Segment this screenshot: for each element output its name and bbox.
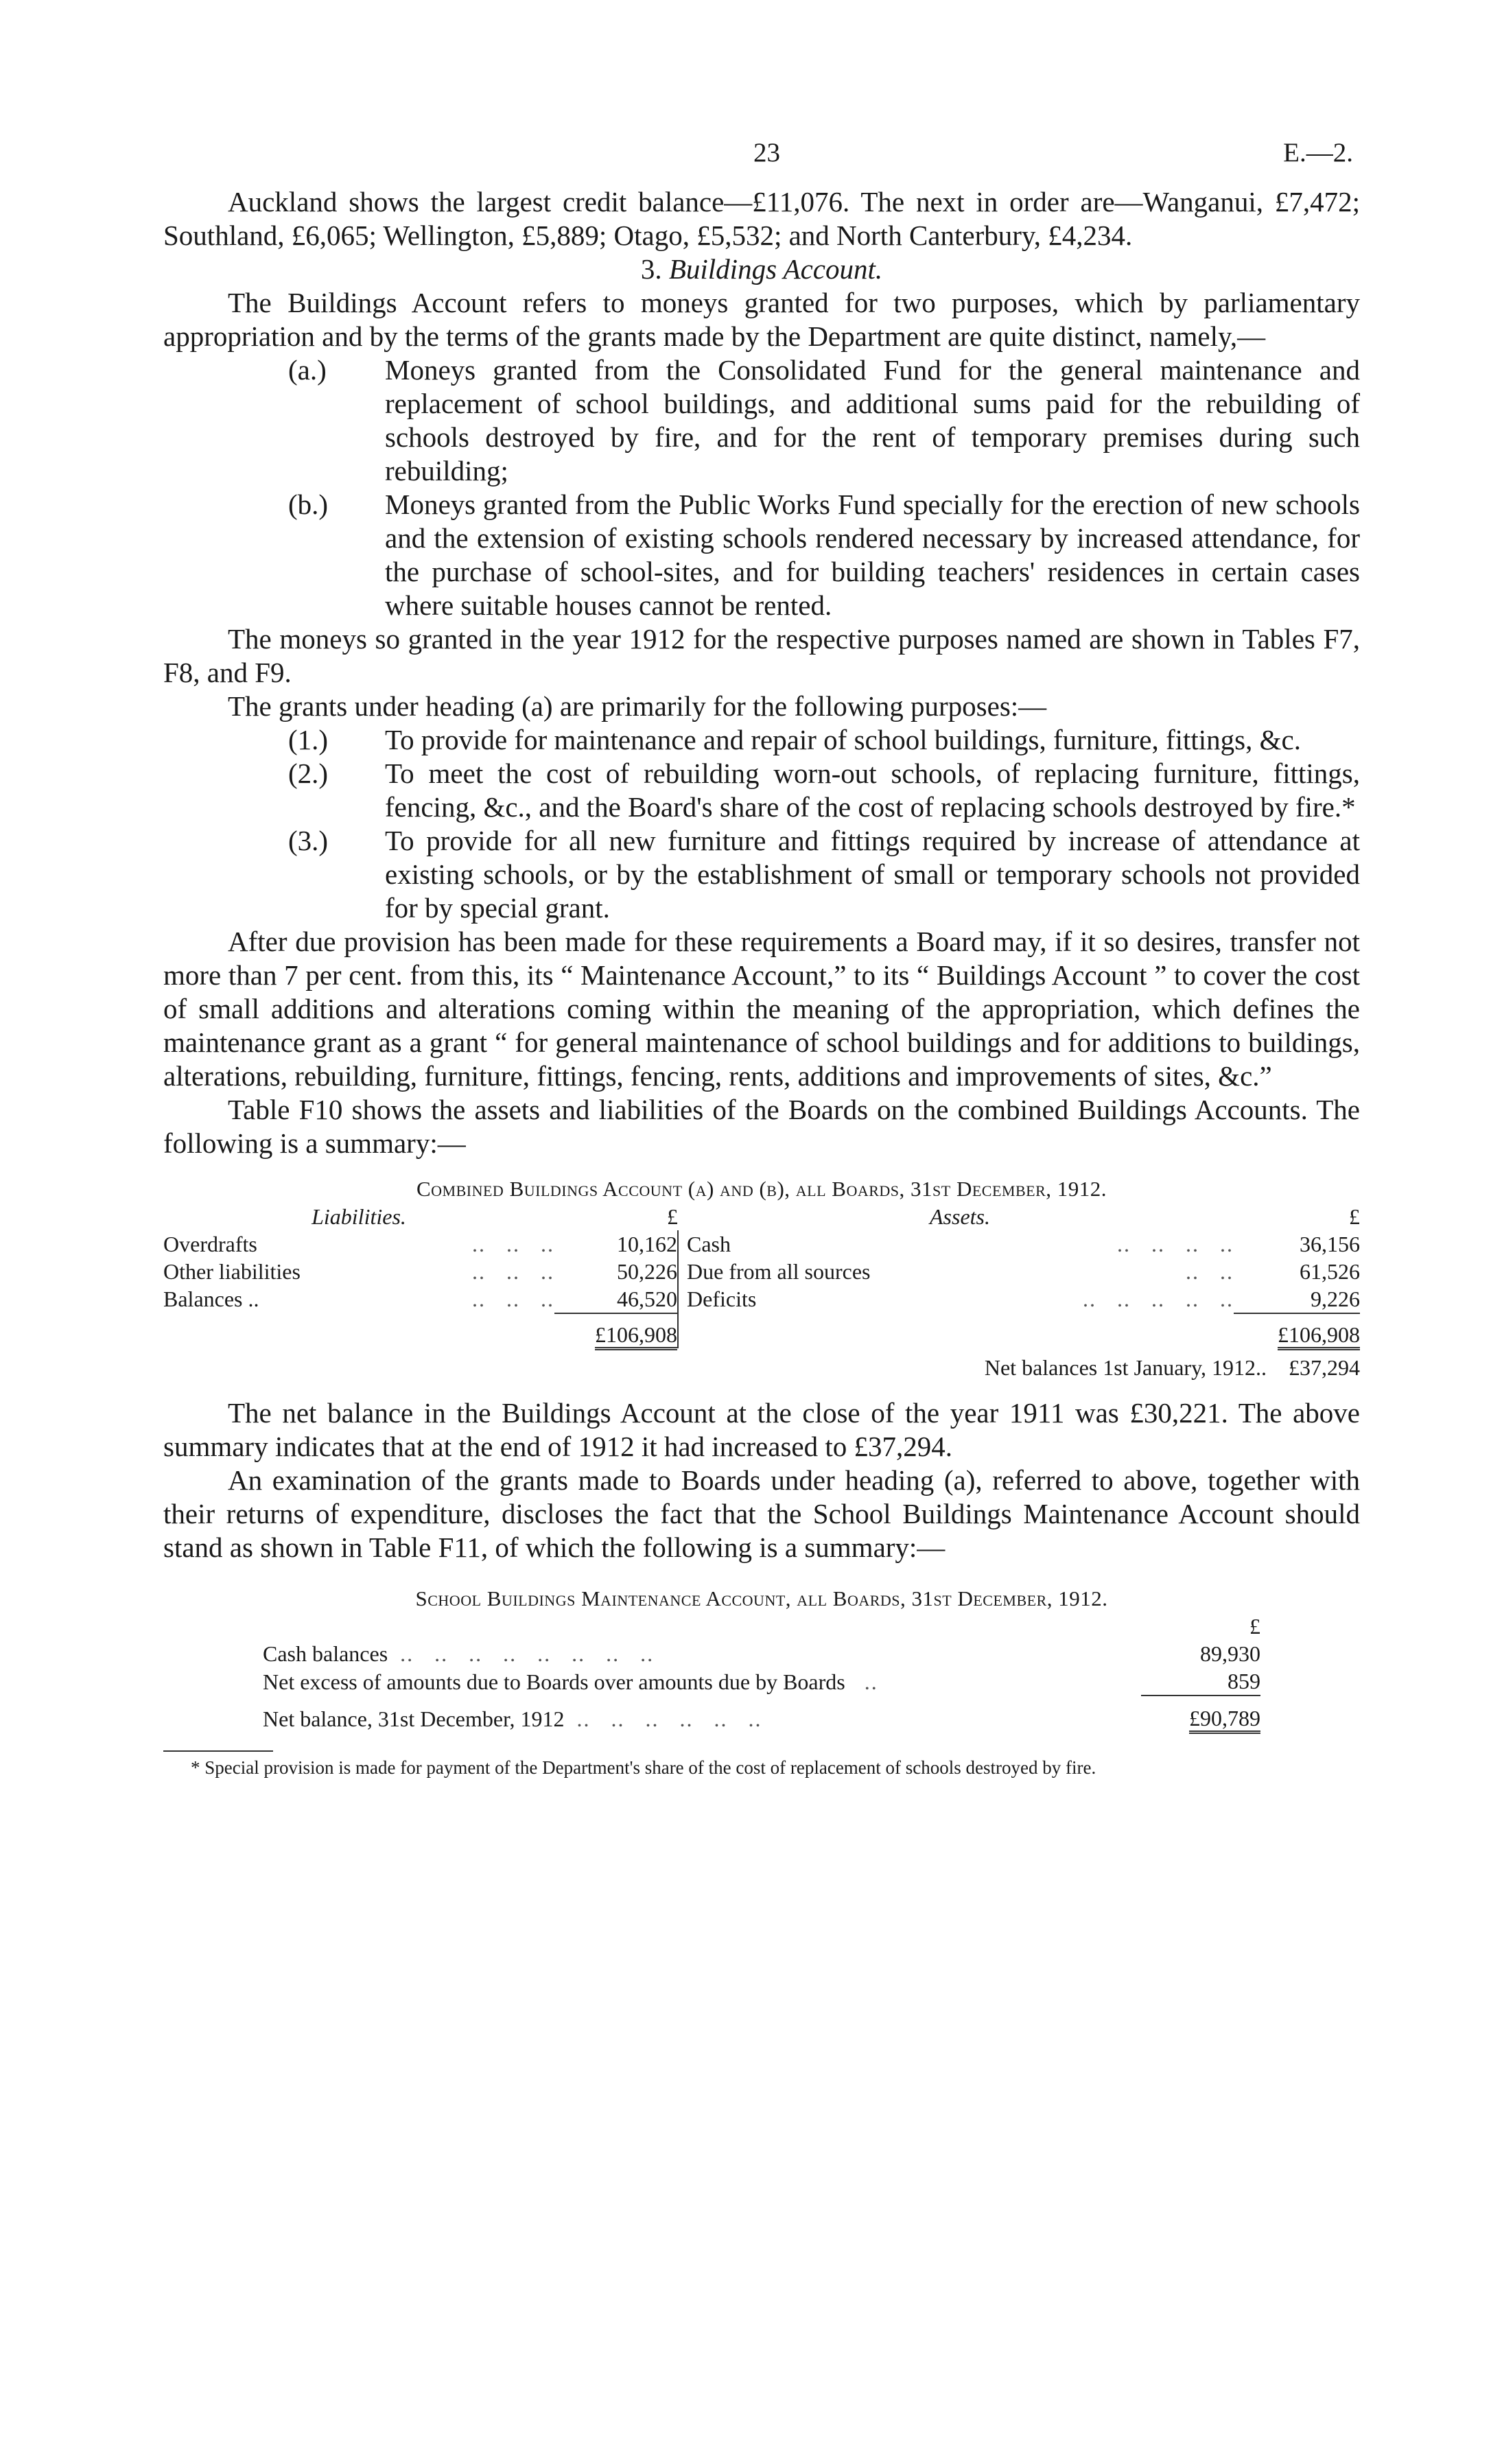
currency-symbol: £ [667, 1204, 678, 1229]
row-value: 89,930 [1200, 1641, 1260, 1666]
list-text: Moneys granted from the Consolidated Fund for the general maintenance and replacement of school buildings, and additional sums paid for the rebuilding of schools destroyed by fire, and for the rent of temporary premises during such rebuilding; [385, 354, 1360, 486]
list-text: To meet the cost of rebuilding worn-out schools, of replacing furniture, fittings, fencing, &c., and the Board's share of the cost of replacing schools destroyed by fire.* [385, 758, 1360, 823]
net-balance-value: £37,294 [1289, 1355, 1360, 1380]
liability-amount: 46,520 [617, 1287, 677, 1311]
transfer-paragraph: After due provision has been made for these requirements a Board may, if it so desires, transfer not more than 7 per cent. from this, its “ Maintenance Account,” to its “ Buildings Account ” to cover the cost of small additions and alterations coming within the meaning of the appropriation, which defines the maintenance grant as a grant “ for general maintenance of school buildings and for additions to buildings, alterations, rebuilding, furniture, fittings, fencing, rents, additions and improvements of sites, &c.” [163, 926, 1360, 1092]
row-label: Cash balances [263, 1641, 388, 1666]
liability-label: Overdrafts [163, 1232, 257, 1256]
document-code: E.—2. [1283, 138, 1353, 167]
heading-a-item-1 [163, 723, 1360, 757]
table-total-row: Net balance, 31st December, 1912 .. .. .. .. .. .. £90,789 [263, 1696, 1260, 1733]
table-row: Cash balances .. .. .. .. .. .. .. .. 89,930 [263, 1641, 1260, 1666]
table-total-row [163, 1313, 1360, 1348]
asset-label: Deficits [678, 1285, 925, 1313]
asset-amount: 9,226 [1311, 1287, 1360, 1311]
currency-symbol: £ [1349, 1204, 1360, 1229]
heading-a-item-2 [163, 757, 1360, 824]
list-marker: (a.) [288, 354, 327, 386]
liability-label: Balances .. [163, 1287, 259, 1311]
section-title: Buildings Account. [668, 253, 883, 285]
purpose-item-b [163, 488, 1360, 622]
currency-symbol: £ [1249, 1614, 1260, 1639]
liabilities-total: £106,908 [595, 1322, 677, 1350]
asset-amount: 61,526 [1300, 1259, 1360, 1284]
assets-total: £106,908 [1278, 1322, 1360, 1350]
net-balance-line [163, 1354, 1360, 1381]
total-label: Net balance, 31st December, 1912 [263, 1706, 565, 1731]
table-row: Overdrafts .. .. .. 10,162 Cash .. .. .. .. 36,156 [163, 1232, 1360, 1256]
liability-label: Other liabilities [163, 1259, 301, 1284]
liabilities-header: Liabilities. [312, 1204, 406, 1229]
list-text: To provide for maintenance and repair of school buildings, furniture, fittings, &c. [385, 724, 1301, 755]
total-value: £90,789 [1189, 1706, 1260, 1734]
page-number: 23 [753, 138, 780, 167]
table-row: Balances .. .. .. .. 46,520 Deficits .. .. .. .. .. 9,226 [163, 1285, 1360, 1313]
list-text: Moneys granted from the Public Works Fund specially for the erection of new schools and the extension of existing schools rendered necessary by increased attendance, for the purchase of school-sites, and for building teachers' residences in certain cases where suitable houses cannot be rented. [385, 489, 1360, 621]
footnote-divider [163, 1750, 273, 1752]
section-heading [163, 253, 1360, 286]
section-number: 3. [640, 253, 662, 285]
maintenance-account-table [263, 1612, 1260, 1733]
buildings-account-paragraph: The Buildings Account refers to moneys granted for two purposes, which by parliamentary appropriation and by the terms of the grants made by the Department are quite distinct, namely,— [163, 287, 1360, 352]
combined-account-title: Combined Buildings Account (a) and (b), all Boards, 31st December, 1912. [416, 1177, 1107, 1201]
intro-paragraph: Auckland shows the largest credit balance—£11,076. The next in order are—Wanganui, £7,472; Southland, £6,065; Wellington, £5,889; Otago, £5,532; and North Canterbury, £4,234. [163, 186, 1360, 251]
liability-amount: 50,226 [617, 1259, 677, 1284]
examination-paragraph: An examination of the grants made to Boards under heading (a), referred to above, together with their returns of expenditure, discloses the fact that the School Buildings Maintenance Account should stand as shown in Table F11, of which the following is a summary:— [163, 1464, 1360, 1563]
list-marker: (2.) [288, 758, 329, 789]
asset-label: Due from all sources [678, 1258, 925, 1285]
table-header-row [163, 1203, 1360, 1230]
moneys-granted-paragraph: The moneys so granted in the year 1912 for the respective purposes named are shown in Tables F7, F8, and F9. [163, 623, 1360, 688]
table-row: Net excess of amounts due to Boards over amounts due by Boards .. 859 [263, 1667, 1260, 1696]
heading-a-item-3 [163, 824, 1360, 925]
list-marker: (1.) [288, 724, 329, 755]
table-f10-paragraph: Table F10 shows the assets and liabilities of the Boards on the combined Buildings Accounts. The following is a summary:— [163, 1094, 1360, 1159]
asset-amount: 36,156 [1300, 1232, 1360, 1256]
assets-header: Assets. [930, 1204, 990, 1229]
page-header [163, 137, 1360, 185]
list-text: To provide for all new furniture and fittings required by increase of attendance at existing schools, or by the establishment of small or temporary schools not provided for by special grant. [385, 825, 1360, 924]
combined-account-table [163, 1203, 1360, 1348]
purpose-item-a [163, 353, 1360, 488]
table-row: Other liabilities .. .. .. 50,226 Due from all sources .. .. 61,526 [163, 1259, 1360, 1284]
asset-label: Cash [678, 1230, 925, 1258]
document-page [163, 137, 1360, 1779]
net-balance-label: Net balances 1st January, 1912.. [984, 1355, 1267, 1380]
list-marker: (3.) [288, 825, 329, 856]
net-balance-paragraph: The net balance in the Buildings Account at the close of the year 1911 was £30,221. The above summary indicates that at the end of 1912 it had increased to £37,294. [163, 1397, 1360, 1462]
row-label: Net excess of amounts due to Boards over amounts due by Boards [263, 1669, 845, 1694]
liability-amount: 10,162 [617, 1232, 677, 1256]
row-value: 859 [1228, 1669, 1260, 1693]
maintenance-account-block [263, 1585, 1260, 1733]
grants-heading-paragraph: The grants under heading (a) are primarily for the following purposes:— [228, 690, 1047, 722]
maintenance-account-title: School Buildings Maintenance Account, all Boards, 31st December, 1912. [415, 1586, 1108, 1610]
footnote: * Special provision is made for payment of the Department's share of the cost of replacement of schools destroyed by fire. [191, 1757, 1096, 1778]
list-marker: (b.) [288, 489, 329, 520]
